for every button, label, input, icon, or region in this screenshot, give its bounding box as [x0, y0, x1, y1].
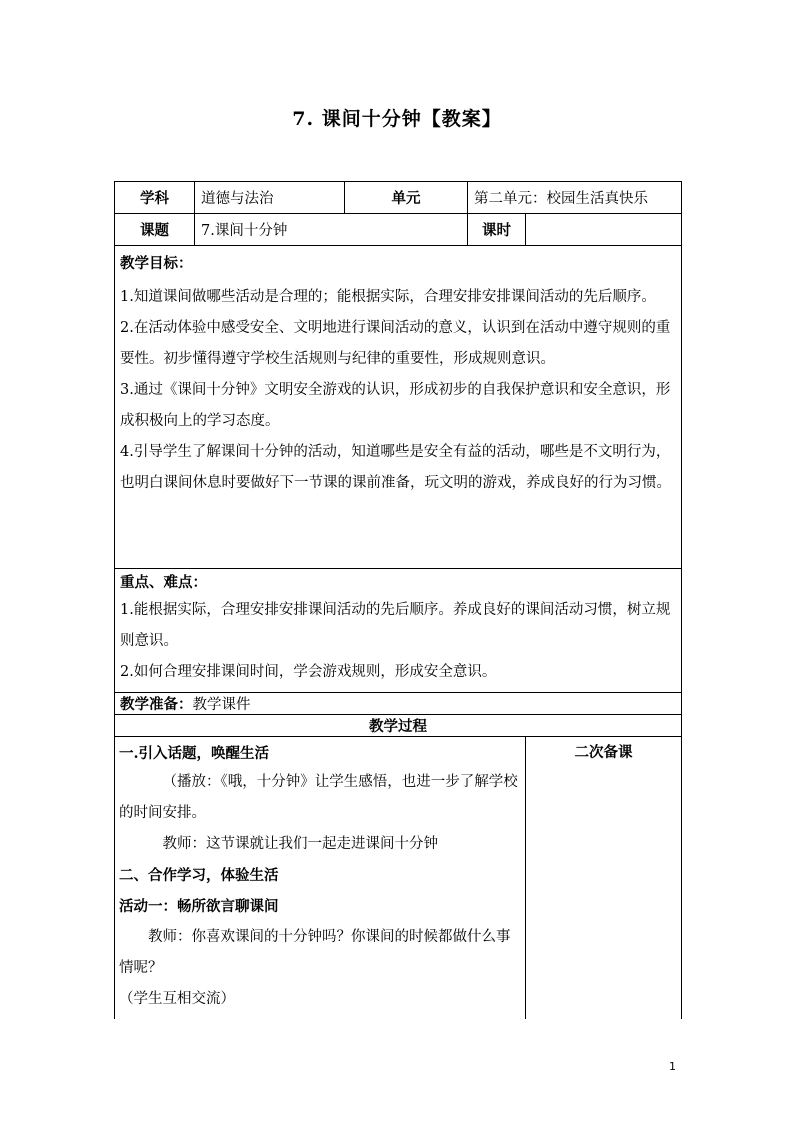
preparation-label: 教学准备：	[120, 696, 193, 713]
section1-paragraph-2: 教师：这节课就让我们一起走进课间十分钟	[162, 836, 438, 852]
objectives-row	[115, 246, 682, 569]
subject-label: 学科	[115, 182, 195, 214]
process-row	[115, 737, 682, 1019]
objective-item-3: 3.通过《课间十分钟》文明安全游戏的认识，形成初步的自我保护意识和安全意识，形成积极向上的学习态度。	[120, 382, 671, 429]
preparation-row	[115, 693, 682, 715]
key-point-item-1: 1.能根据实际，合理安排安排课间活动的先后顺序。养成良好的课间活动习惯，树立规则意识。	[120, 602, 671, 649]
unit-label: 单元	[345, 182, 468, 214]
process-heading-row	[115, 715, 682, 737]
objectives-heading: 教学目标：	[120, 255, 193, 272]
process-heading: 教学过程	[115, 715, 682, 737]
section1-title: 一.引入话题，唤醒生活	[119, 745, 270, 762]
section2-title: 二、合作学习，体验生活	[119, 867, 279, 884]
key-points-row	[115, 569, 682, 693]
objective-item-2: 2.在活动体验中感受安全、文明地进行课间活动的意义，认识到在活动中遵守规则的重要性。初步懂得遵守学校生活规则与纪律的重要性，形成规则意识。	[120, 320, 671, 367]
lesson-plan-table	[114, 181, 682, 1019]
subject-value: 道德与法治	[195, 182, 345, 214]
objective-item-1: 1.知道课间做哪些活动是合理的；能根据实际，合理安排安排课间活动的先后顺序。	[120, 289, 656, 305]
info-row-2	[115, 214, 682, 246]
activity1-title: 活动一：畅所欲言聊课间	[119, 898, 279, 915]
period-value	[526, 214, 682, 246]
unit-value: 第二单元：校园生活真快乐	[468, 182, 682, 214]
period-label: 课时	[468, 214, 526, 246]
topic-value: 7.课间十分钟	[195, 214, 468, 246]
activity1-paragraph-2: （学生互相交流）	[119, 991, 235, 1007]
section1-paragraph-1: （播放：《哦，十分钟》让学生感悟，也进一步了解学校的时间安排。	[119, 774, 518, 821]
activity1-paragraph-1: 教师：你喜欢课间的十分钟吗？你课间的时候都做什么事情呢？	[119, 929, 511, 976]
page-number: 1	[669, 1060, 676, 1073]
key-points-heading: 重点、难点：	[120, 574, 207, 591]
objective-item-4: 4.引导学生了解课间十分钟的活动，知道哪些是安全有益的活动，哪些是不文明行为，也明白课间休息时要做好下一节课的课前准备，玩文明的游戏，养成良好的行为习惯。	[120, 444, 671, 491]
preparation-value: 教学课件	[192, 697, 251, 713]
document-title: 7. 课间十分钟【教案】	[292, 108, 502, 130]
info-row-1	[115, 182, 682, 214]
topic-label: 课题	[115, 214, 195, 246]
key-point-item-2: 2.如何合理安排课间时间，学会游戏规则，形成安全意识。	[120, 664, 497, 680]
second-preparation-heading: 二次备课	[526, 737, 682, 1019]
